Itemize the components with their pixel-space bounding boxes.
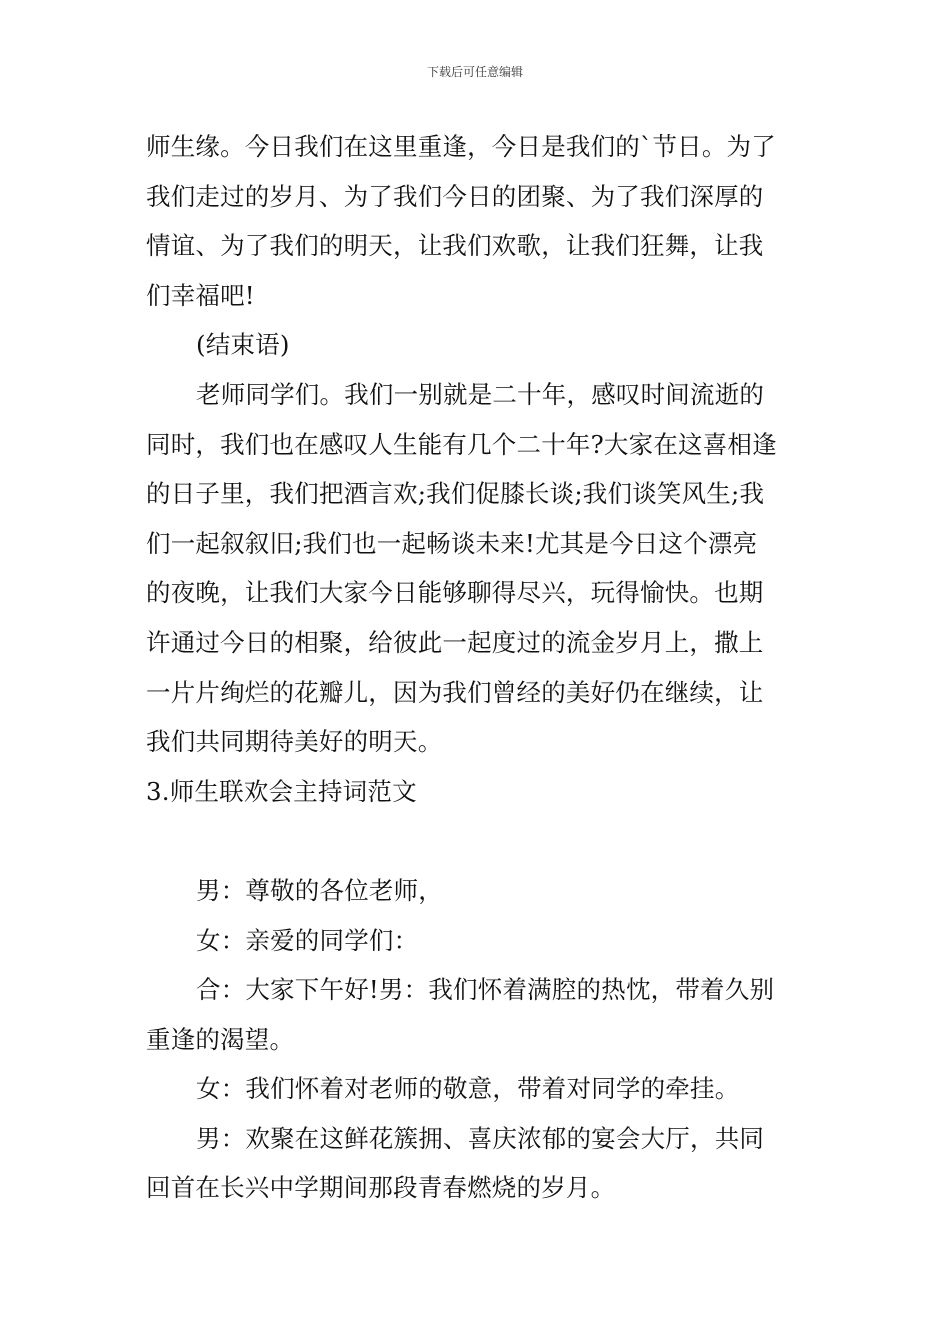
text-line: 我们共同期待美好的明天。 — [146, 727, 443, 757]
text-line: 合：大家下午好!男：我们怀着满腔的热忱，带着久别 — [196, 975, 775, 1005]
text-line: 的夜晚，让我们大家今日能够聊得尽兴，玩得愉快。也期 — [146, 578, 764, 608]
text-line: 老师同学们。我们一别就是二十年，感叹时间流逝的 — [196, 379, 765, 409]
text-line: 回首在长兴中学期间那段青春燃烧的岁月。 — [146, 1173, 616, 1203]
text-line: 同时，我们也在感叹人生能有几个二十年?大家在这喜相逢 — [146, 429, 777, 459]
text-line: 女：亲爱的同学们： — [196, 925, 419, 955]
blank-line — [146, 816, 816, 866]
text-line: 男：欢聚在这鲜花簇拥、喜庆浓郁的宴会大厅，共同 — [196, 1123, 765, 1153]
text-line: 师生缘。今日我们在这里重逢，今日是我们的`节日。为了 — [146, 132, 776, 161]
document-body — [146, 122, 816, 1213]
text-line: 一片片绚烂的花瓣儿，因为我们曾经的美好仍在继续，让 — [146, 677, 764, 707]
text-line: 们幸福吧! — [146, 280, 255, 310]
text-line: 情谊、为了我们的明天，让我们欢歌，让我们狂舞，让我 — [146, 231, 764, 261]
page-header: 下载后可任意编辑 — [426, 65, 523, 79]
text-line: 我们走过的岁月、为了我们今日的团聚、为了我们深厚的 — [146, 181, 764, 211]
text-line: 男：尊敬的各位老师， — [196, 875, 443, 905]
text-line: 女：我们怀着对老师的敬意，带着对同学的牵挂。 — [196, 1074, 740, 1104]
text-line: 重逢的渴望。 — [146, 1024, 295, 1054]
section-label: (结束语) — [196, 330, 290, 360]
text-line: 许通过今日的相聚，给彼此一起度过的流金岁月上，撒上 — [146, 627, 764, 657]
section-heading: 3.师生联欢会主持词范文 — [146, 776, 417, 806]
text-line: 们一起叙叙旧;我们也一起畅谈未来!尤其是今日这个漂亮 — [146, 528, 758, 558]
text-line: 的日子里，我们把酒言欢;我们促膝长谈;我们谈笑风生;我 — [146, 479, 765, 509]
